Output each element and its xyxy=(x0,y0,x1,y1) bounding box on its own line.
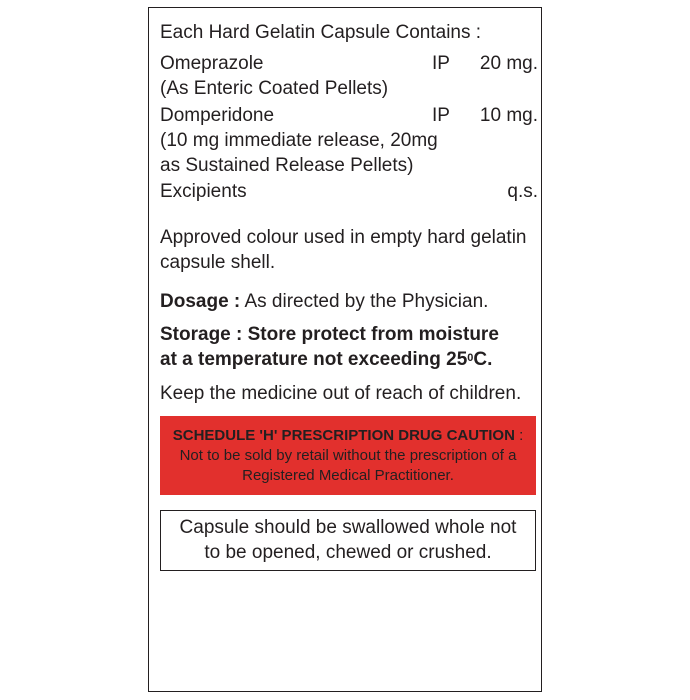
caution-line1: Not to be sold by retail without the prescription of a xyxy=(179,447,517,464)
dosage-statement xyxy=(160,290,488,314)
swallow-notice-line2: to be opened, chewed or crushed. xyxy=(204,542,492,563)
ingredient-row-domperidone xyxy=(160,104,538,128)
caution-title-colon: : xyxy=(514,427,524,444)
dosage-text: As directed by the Physician. xyxy=(240,291,489,312)
ingredient-note: (10 mg immediate release, 20mg xyxy=(160,130,438,151)
ingredient-row-excipients xyxy=(160,180,538,204)
colour-note-line2: capsule shell. xyxy=(160,252,276,273)
caution-title-text: SCHEDULE 'H' PRESCRIPTION DRUG CAUTION xyxy=(172,427,515,444)
caution-line2: Registered Medical Practitioner. xyxy=(242,467,454,484)
children-warning: Keep the medicine out of reach of children. xyxy=(160,383,522,404)
storage-unit: C. xyxy=(473,349,493,370)
ingredient-amount: q.s. xyxy=(507,181,538,202)
ingredient-note: (As Enteric Coated Pellets) xyxy=(160,78,389,99)
composition-heading: Each Hard Gelatin Capsule Contains : xyxy=(160,22,482,43)
swallow-notice-box xyxy=(160,510,536,571)
ingredient-amount: 20 mg. xyxy=(479,53,538,74)
ingredient-name: Omeprazole xyxy=(160,53,264,74)
storage-line2 xyxy=(160,348,492,372)
ingredient-name: Domperidone xyxy=(160,105,275,126)
swallow-notice-line1: Capsule should be swallowed whole not xyxy=(179,517,517,538)
ingredient-amount: 10 mg. xyxy=(479,105,538,126)
storage-line2-text: at a temperature not exceeding 25 xyxy=(160,349,468,370)
dosage-label: Dosage : xyxy=(160,291,241,312)
ingredient-row-omeprazole xyxy=(160,52,538,76)
storage-line1: Storage : Store protect from moisture xyxy=(160,324,499,345)
ingredient-standard: IP xyxy=(432,105,450,126)
ingredient-note: as Sustained Release Pellets) xyxy=(160,155,414,176)
ingredient-name: Excipients xyxy=(160,181,247,202)
ingredient-standard: IP xyxy=(432,53,450,74)
caution-title xyxy=(160,426,536,446)
schedule-h-caution-box xyxy=(160,416,536,495)
degree-symbol: 0 xyxy=(467,352,474,364)
colour-note-line1: Approved colour used in empty hard gelatin xyxy=(160,227,527,248)
